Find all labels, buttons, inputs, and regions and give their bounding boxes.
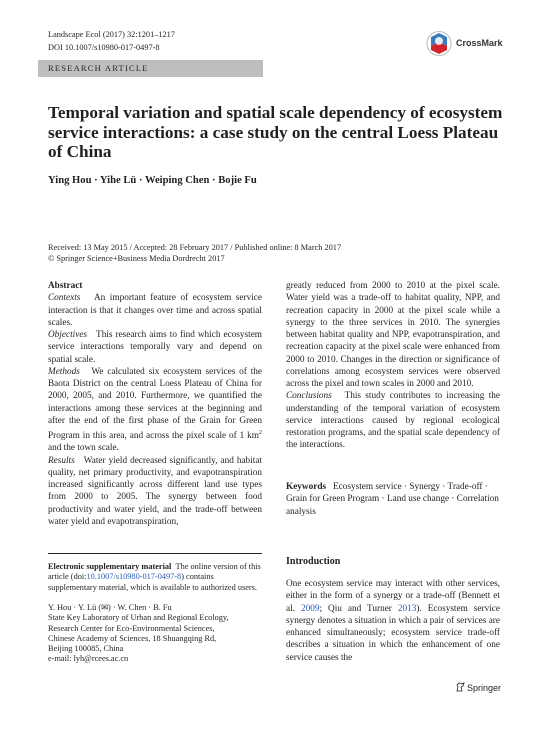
left-column [48, 280, 262, 528]
crossmark-label: CrossMark [456, 38, 503, 48]
objectives-text: This research aims to find which ecosystem service interactions temporally vary and depend on spatial scale. [48, 330, 262, 365]
esm-doi-link[interactable]: 10.1007/s10980-017-0497-8 [86, 572, 182, 582]
results-continued: greatly reduced from 2000 to 2010 at the pixel scale. Water yield was a trade-off to habitat quality, NPP, and recreation capacity in 2000 at the pixel scale while a synergy to the three services in 2010. The synergies between habitat quality and NPP, evapotranspiration, and recreation capacity at the pixel scale were enhanced from 2000 to 2010. Changes in the direction or significance of correlations among ecosystem services were observed across the pixel and town scales in 2000 and 2010. [286, 281, 500, 389]
methods-text-end: and the town scale. [48, 443, 119, 454]
crossmark-badge[interactable] [424, 30, 508, 58]
contexts-label: Contexts [48, 293, 81, 304]
publisher-name: Springer [467, 683, 502, 693]
dates-line: Received: 13 May 2015 / Accepted: 28 February 2017 / Published online: 8 March 2017 [48, 243, 342, 252]
affiliation-line: State Key Laboratory of Urban and Regional Ecology, [48, 613, 229, 623]
abstract-objectives [48, 329, 262, 366]
affiliation-line: Chinese Academy of Sciences, 18 Shuangqing Rd, [48, 633, 217, 643]
footnote-divider [48, 553, 262, 554]
results-label: Results [48, 455, 75, 466]
abstract-contexts [48, 292, 262, 329]
journal-citation [48, 29, 175, 54]
crossmark-icon [426, 30, 452, 57]
article-type-bar [38, 60, 263, 77]
right-column [286, 280, 500, 452]
methods-text: We calculated six ecosystem services of the Baota District on the central Loess Plateau of China for 2000, 2005, and 2010. Furthermore, we quantified the interactions among these services at the beginning and after the end of the first phase of the Grain for Green Program in this area, and across the pixel scale of 1 km [48, 366, 262, 442]
journal-line: Landscape Ecol (2017) 32:1201–1217 [48, 30, 175, 39]
introduction-heading: Introduction [286, 556, 341, 567]
intro-text-3: ). Ecosystem service synergy denotes a situation in which a pair of services are enhanced simultaneously; ecosystem service trade-off describes a situation in which the enhancement of one service causes the [286, 603, 500, 663]
copyright-line: © Springer Science+Business Media Dordrecht 2017 [48, 254, 225, 263]
abstract-conclusions [286, 390, 500, 451]
abstract-heading: Abstract [48, 281, 83, 291]
author-list: Ying Hou · Yihe Lü · Weiping Chen · Bojie Fu [48, 175, 257, 186]
abstract-methods [48, 366, 262, 455]
conclusions-text: This study contributes to increasing the understanding of the temporal variation of ecosystem service interactions caused by regional ecological restoration programs, and the spatial scale dependency of the interactions. [286, 391, 500, 451]
intro-text-1: One ecosystem service may interact with other services, either in the form of a synergy or a trade-off (Bennett et al. [286, 579, 500, 614]
abstract-results [48, 455, 262, 529]
affiliation-block [48, 603, 262, 665]
supplementary-note [48, 562, 262, 593]
affiliation-authors: Y. Hou · Y. Lü (✉) · W. Chen · B. Fu [48, 603, 172, 612]
results-text: Water yield decreased significantly, and habitat quality, net primary productivity, and evapotranspiration increased significantly across different land use types from 2000 to 2005. The synergy between food productivity and water yield, and the trade-off between water yield and evapotranspiration, [48, 455, 262, 527]
contexts-text: An important feature of ecosystem service interaction is that it changes over time and across spatial scales. [48, 293, 262, 328]
article-title: Temporal variation and spatial scale dependency of ecosystem service interactions: a case study on the central Loess Plateau of China [48, 103, 503, 161]
methods-superscript: 2 [259, 430, 262, 436]
affiliation-line: Research Center for Eco-Environmental Sciences, [48, 623, 215, 633]
conclusions-label: Conclusions [286, 391, 332, 402]
methods-label: Methods [48, 366, 80, 377]
keywords-label: Keywords [286, 482, 327, 492]
doi-line: DOI 10.1007/s10980-017-0497-8 [48, 42, 160, 52]
publication-dates [48, 242, 341, 264]
intro-text-2: ; Qiu and Turner [319, 603, 398, 614]
citation-link[interactable]: 2009 [300, 603, 320, 614]
objectives-label: Objectives [48, 330, 88, 340]
publisher-logo [456, 682, 501, 693]
citation-link[interactable]: 2013 [397, 603, 417, 614]
keywords-block [286, 481, 500, 518]
keywords-text: Ecosystem service · Synergy · Trade-off · Grain for Green Program · Land use change · Correlation analysis [286, 482, 499, 517]
article-type: RESEARCH ARTICLE [48, 63, 149, 73]
introduction-text [286, 578, 500, 664]
affiliation-email[interactable]: e-mail: lyh@rcees.ac.cn [48, 654, 129, 664]
esm-label: Electronic supplementary material [48, 562, 172, 571]
affiliation-line: Beijing 100085, China [48, 644, 124, 654]
springer-horse-icon [456, 682, 465, 692]
esm-text-2: ) contains supplementary material, which is available to authorized users. [48, 572, 257, 592]
esm-text-1: The online version of this article (doi: [48, 562, 261, 582]
